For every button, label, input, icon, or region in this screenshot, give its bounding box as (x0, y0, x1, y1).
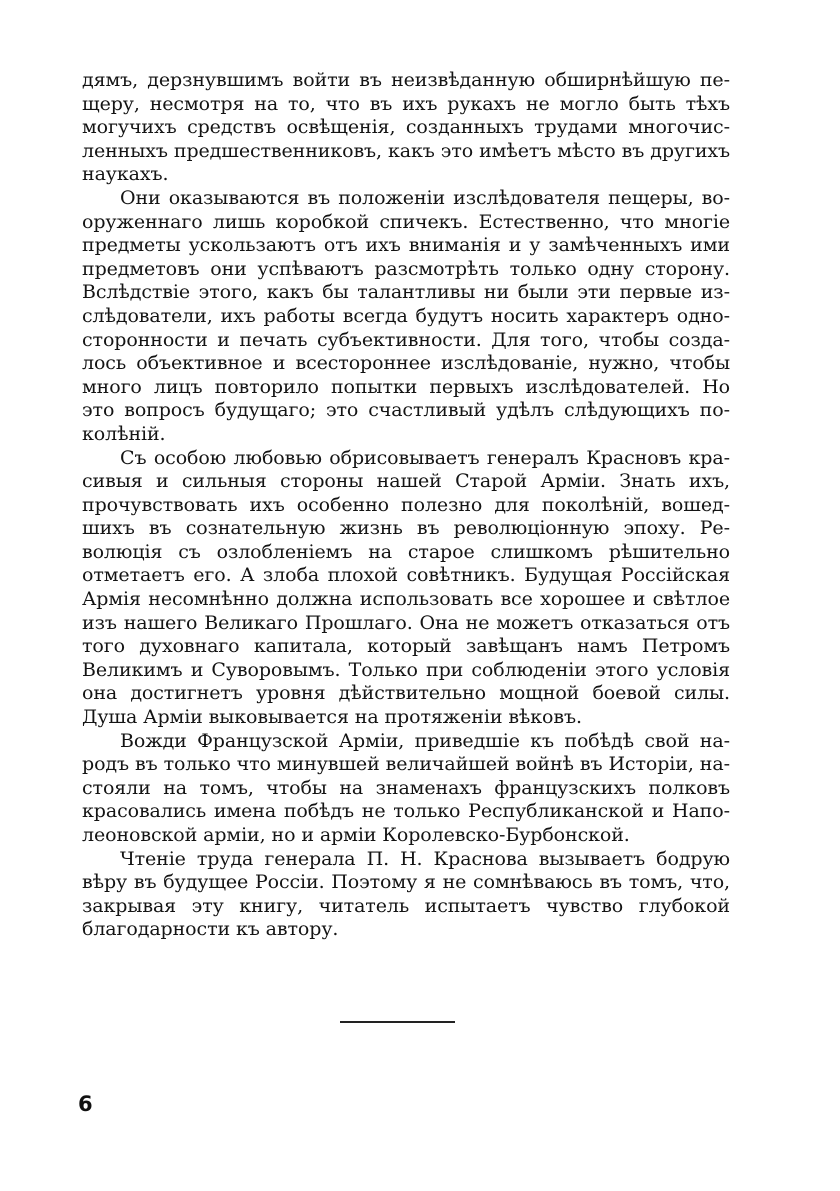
paragraph-1: дямъ, дерзнувшимъ войти въ неизвѣданную обширнѣйшую пещеру, несмотря на то, что въ ихъ рукахъ не могло быть тѣхъ могучихъ средствъ освѣщенія, созданныхъ трудами многочисленныхъ предшественниковъ, какъ это имѣетъ мѣсто въ другихъ наукахъ. (82, 69, 730, 186)
paragraph-4: Вожди Французской Арміи, приведшіе къ побѣдѣ свой народъ въ только что минувшей величайшей войнѣ въ Исторіи, настояли на томъ, чтобы на знаменахъ французскихъ полковъ красовались имена побѣдъ не только Республиканской и Наполеоновской арміи, но и арміи Королевско-Бурбонской. (82, 729, 730, 846)
closing-rule (340, 1021, 455, 1023)
paragraph-5: Чтеніе труда генерала П. Н. Краснова вызываетъ бодрую вѣру въ будущее Россіи. Поэтому я не сомнѣваюсь въ томъ, что, закрывая эту книгу, читатель испытаетъ чувство глубокой благодарности къ автору. (82, 847, 730, 941)
page-number: 6 (78, 1092, 93, 1116)
body-text (82, 69, 730, 942)
paragraph-2: Они оказываются въ положеніи изслѣдователя пещеры, вооруженнаго лишь коробкой спичекъ. Естественно, что многіе предметы ускользаютъ отъ ихъ вниманія и у замѣченныхъ ими предметовъ они успѣваютъ разсмотрѣть только одну сторону. Вслѣдствіе этого, какъ бы талантливы ни были эти первые изслѣдователи, ихъ работы всегда будутъ носить характеръ односторонности и печать субъективности. Для того, чтобы создалось объективное и всестороннее изслѣдованіе, нужно, чтобы много лицъ повторило попытки первыхъ изслѣдователей. Но это вопросъ будущаго; это счастливый удѣлъ слѣдующихъ поколѣній. (82, 186, 730, 445)
paragraph-3: Съ особою любовью обрисовываетъ генералъ Красновъ красивыя и сильныя стороны нашей Старой Арміи. Знать ихъ, прочувствовать ихъ особенно полезно для поколѣній, вошедшихъ въ сознательную жизнь въ революціонную эпоху. Революція съ озлобленіемъ на старое слишкомъ рѣшительно отметаетъ его. А злоба плохой совѣтникъ. Будущая Россійская Армія несомнѣнно должна использовать все хорошее и свѣтлое изъ нашего Великаго Прошлаго. Она не можетъ отказаться отъ того духовнаго капитала, который завѣщанъ намъ Петромъ Великимъ и Суворовымъ. Только при соблюденіи этого условія она достигнетъ уровня дѣйствительно мощной боевой силы. Душа Арміи выковывается на протяженіи вѣковъ. (82, 446, 730, 729)
